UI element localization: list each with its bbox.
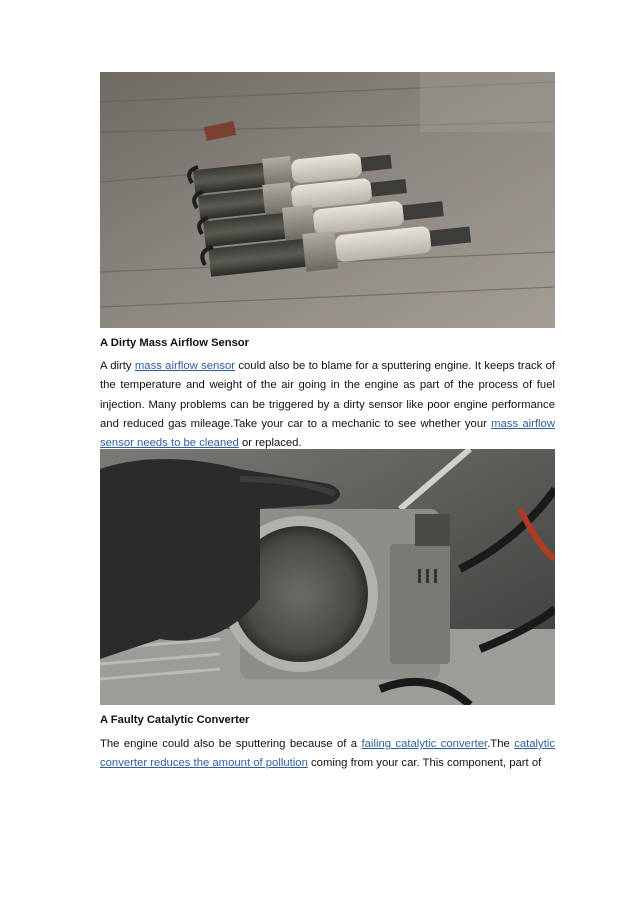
spark-plugs-photo [100, 72, 555, 328]
link-sensor-cleaning[interactable]: mass airflow sensor needs to be cleaned [100, 417, 555, 450]
link-catalytic-converter-pollution[interactable]: catalytic converter reduces the amount of pollution [100, 738, 555, 770]
paragraph-text: The engine could also be sputtering because of a [100, 738, 362, 750]
section-heading-catalytic-converter: A Faulty Catalytic Converter [100, 714, 250, 726]
link-failing-catalytic-converter[interactable]: failing catalytic converter [361, 738, 488, 750]
paragraph-text: or replaced. [238, 437, 302, 450]
paragraph-text: coming from your car. This component, part of [307, 757, 542, 770]
paragraph-text: could also be to blame for a sputtering engine. It keeps track of the temperature and weight of the air going in the engine as part of the process of fuel injection. Many problems can be triggered by a dirty sensor like poor engine performance and reduced gas mileage.Take your car to a mechanic to see whether your [100, 360, 555, 430]
paragraph-mass-airflow [100, 357, 555, 453]
section-heading-mass-airflow: A Dirty Mass Airflow Sensor [100, 337, 249, 349]
mass-airflow-sensor-photo [100, 449, 555, 705]
paragraph-catalytic-converter [100, 735, 555, 774]
link-mass-airflow-sensor[interactable]: mass airflow sensor [134, 360, 236, 372]
paragraph-text: .The [487, 738, 515, 750]
paragraph-text: A dirty [100, 360, 135, 372]
